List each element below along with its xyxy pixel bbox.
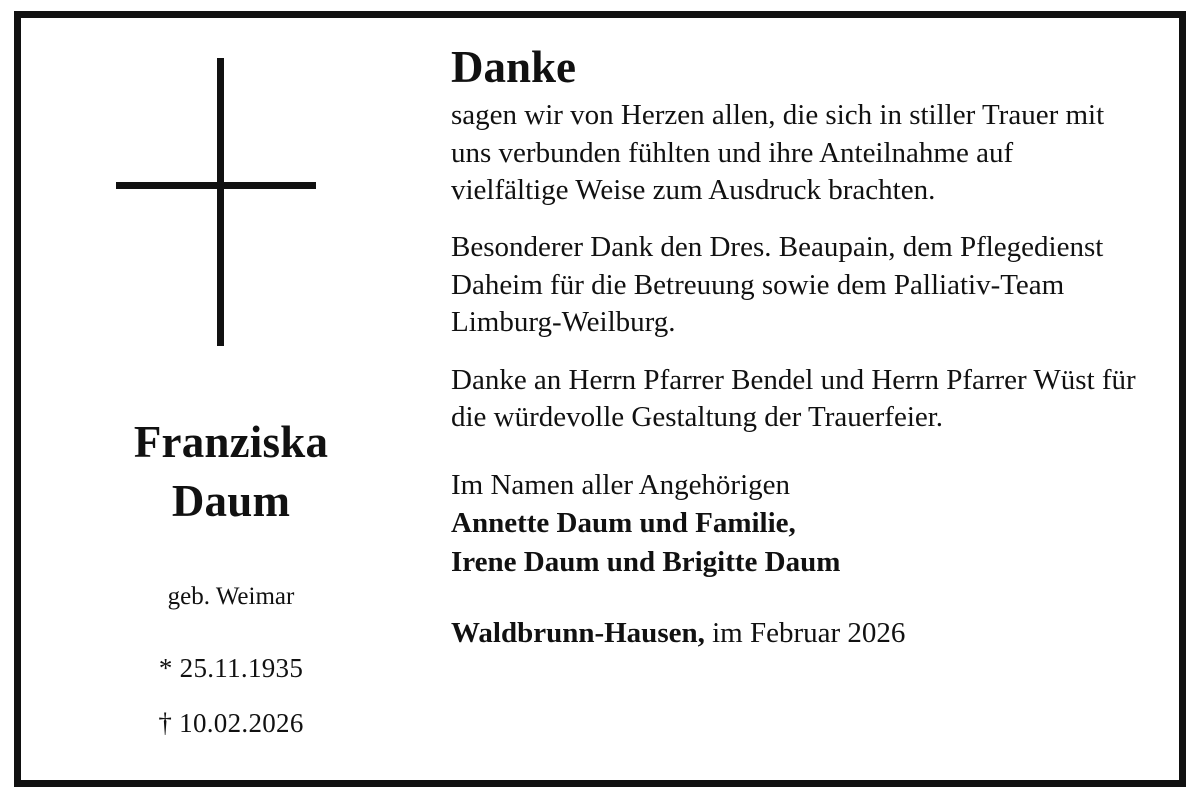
- deceased-name: [21, 413, 441, 532]
- thank-you-paragraph-3: Danke an Herrn Pfarrer Bendel und Herrn Pfarrer Wüst für die würdevolle Gestaltung der Trauerfeier.: [451, 363, 1136, 434]
- place-and-date: [451, 615, 1137, 653]
- signature-block: [451, 467, 1137, 582]
- cross-horizontal-bar: [116, 182, 316, 189]
- cross-vertical-bar: [217, 58, 224, 346]
- signature-line-1: Annette Daum und Familie,: [451, 507, 796, 540]
- signature-line-2: Irene Daum und Brigitte Daum: [451, 545, 841, 578]
- thank-you-paragraph-2: Besonderer Dank den Dres. Beaupain, dem Pflegedienst Daheim für die Betreuung sowie dem Palliativ-Team Limburg-Weilburg.: [451, 231, 1104, 339]
- maiden-name: geb. Weimar: [167, 583, 295, 610]
- obituary-notice-frame: [14, 11, 1186, 787]
- christian-cross-icon: [21, 48, 441, 348]
- notice-inner: [21, 18, 1179, 780]
- thank-you-heading: Danke: [451, 42, 577, 92]
- thank-you-paragraph-1: sagen wir von Herzen allen, die sich in stiller Trauer mit uns verbunden fühlten und ihre Anteilnahme auf vielfältige Weise zum Ausdruck brachten.: [451, 99, 1105, 207]
- birth-date: * 25.11.1935: [158, 653, 304, 683]
- notice-date: im Februar 2026: [704, 617, 906, 650]
- right-column: [441, 18, 1179, 780]
- signature-intro: Im Namen aller Angehörigen: [451, 468, 791, 501]
- death-date: † 10.02.2026: [158, 708, 304, 738]
- place-name: Waldbrunn-Hausen,: [451, 617, 705, 650]
- deceased-first-name: Franziska: [133, 417, 329, 467]
- left-column: [21, 18, 441, 780]
- deceased-last-name: Daum: [171, 476, 291, 527]
